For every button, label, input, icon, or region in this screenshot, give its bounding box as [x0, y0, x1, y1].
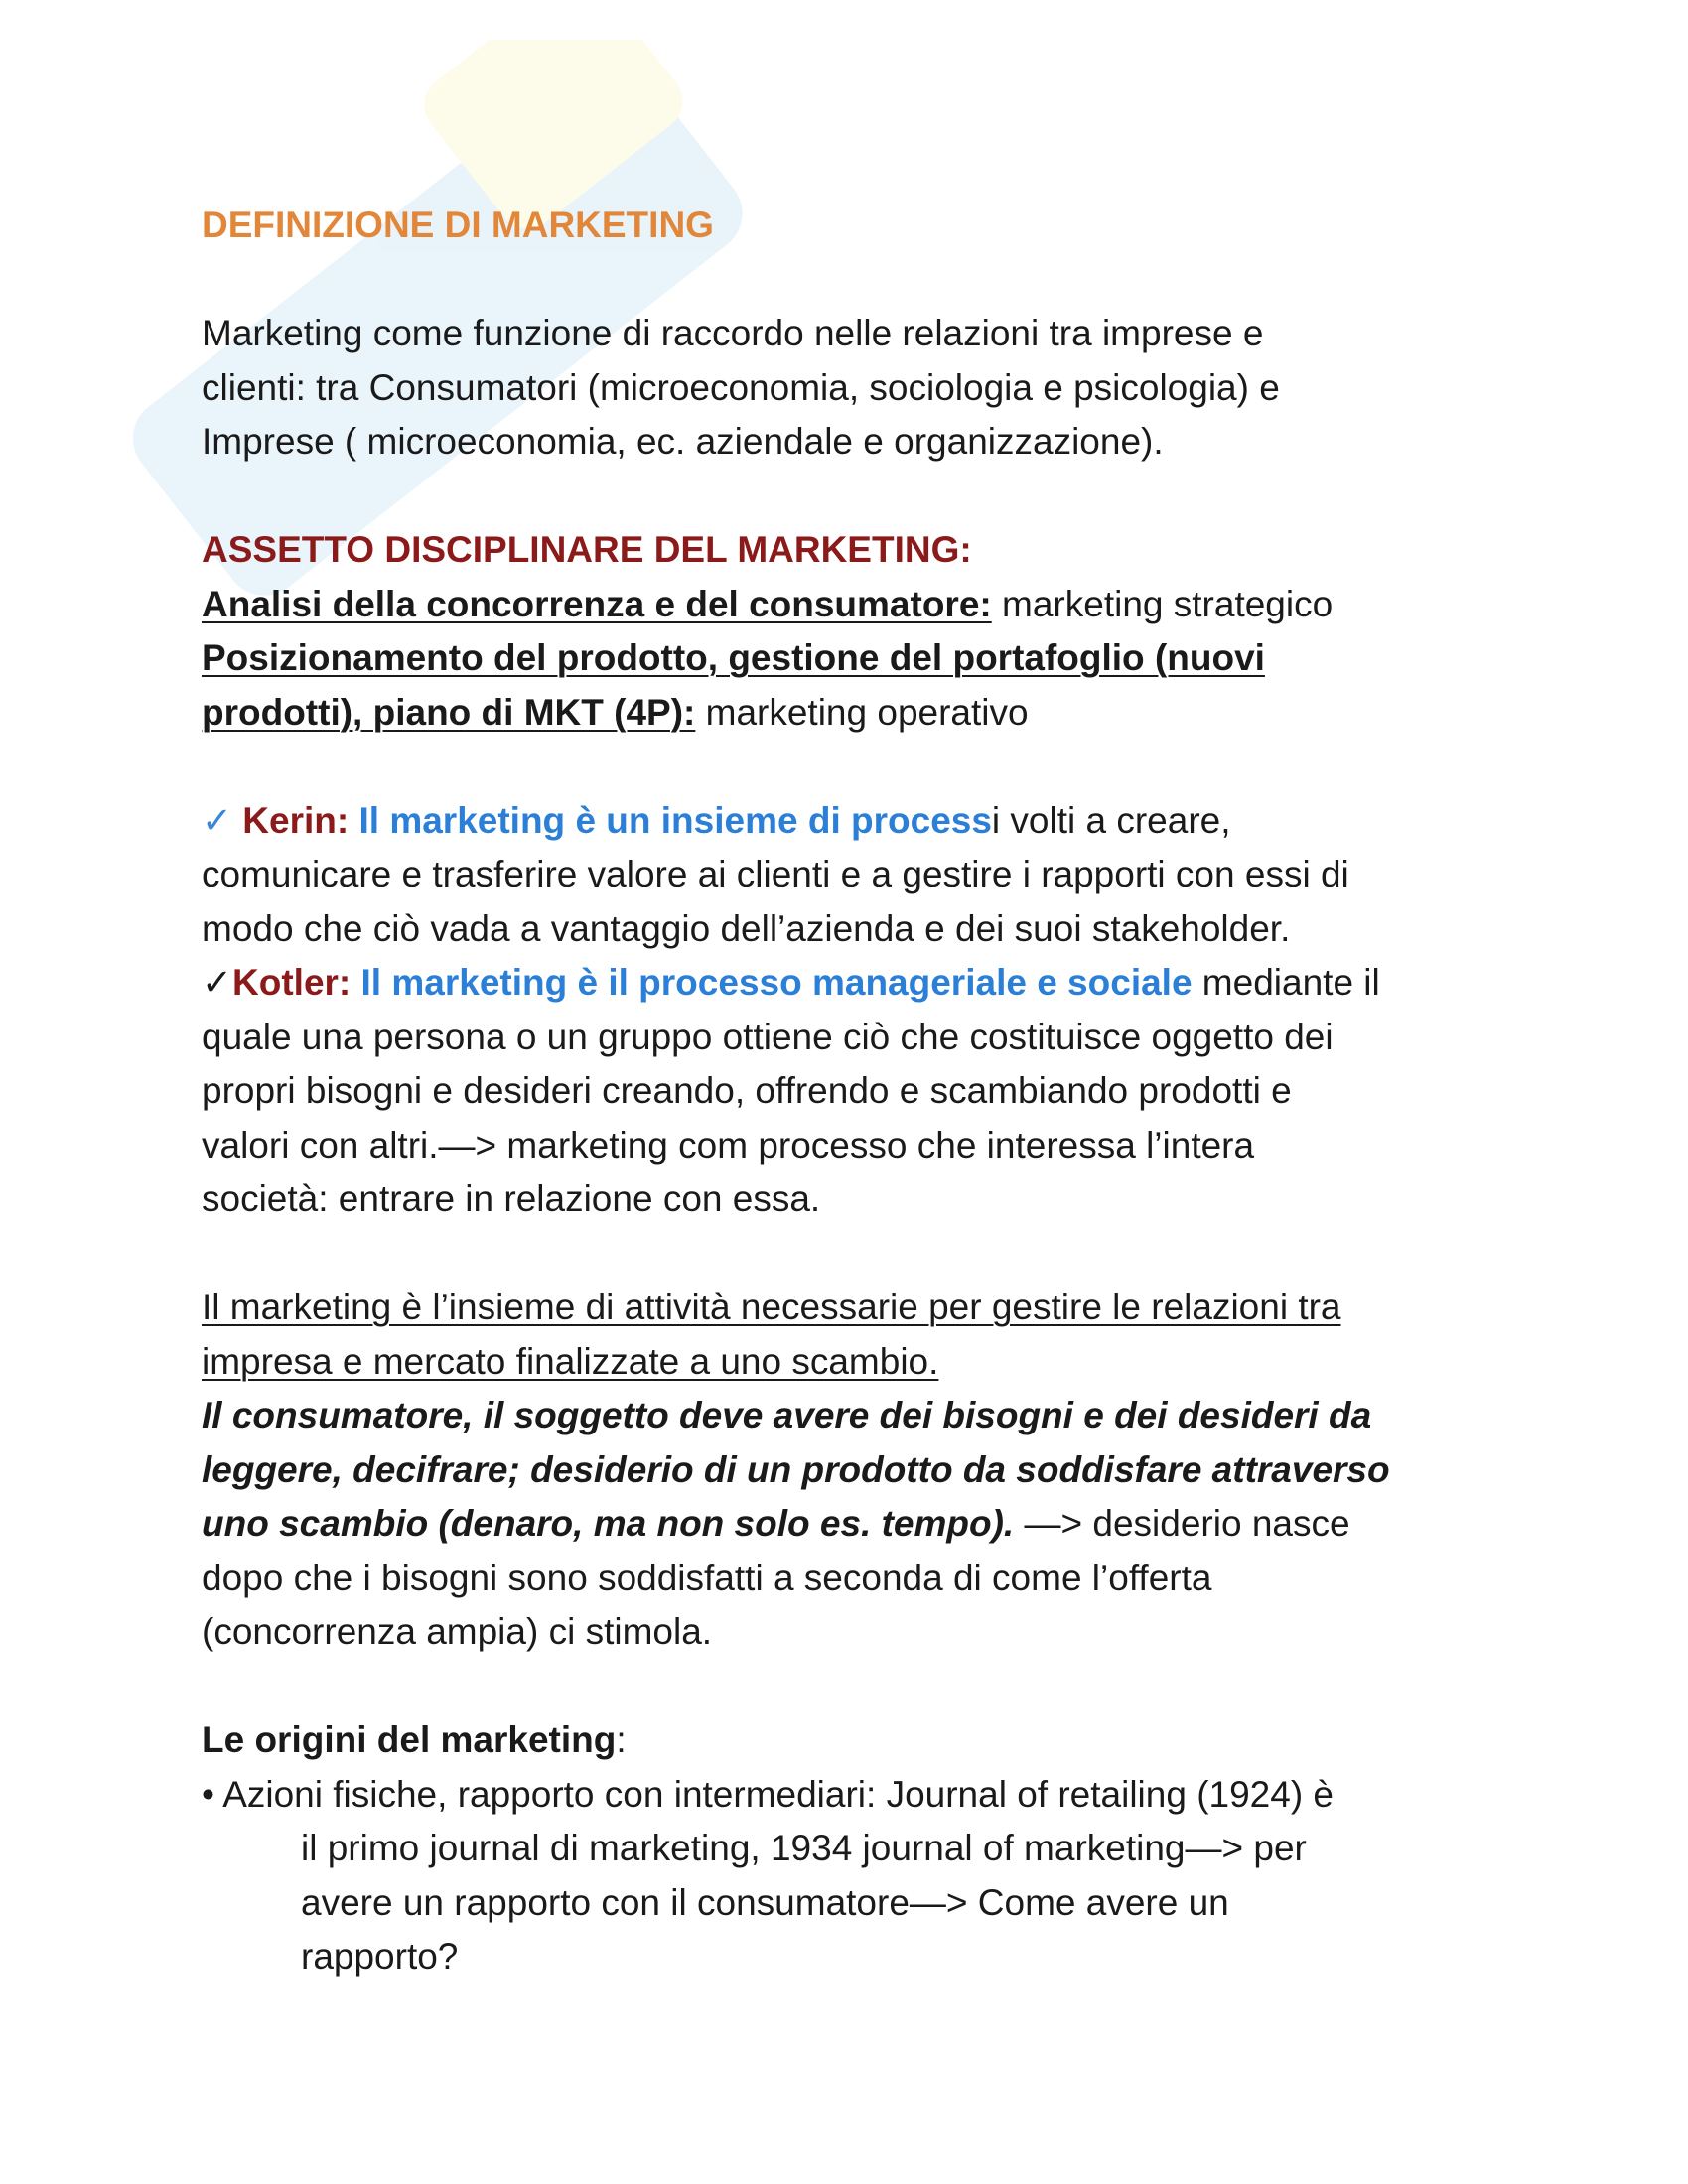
spacer [202, 740, 1502, 794]
definition-line: impresa e mercato finalizzate a uno scambio. [202, 1340, 939, 1382]
kerin-author: Kerin: [242, 799, 350, 841]
bullet-continuation: rapporto? [301, 1936, 459, 1977]
spacer [202, 470, 1502, 524]
assetto-label: Analisi della concorrenza e del consumatore: [202, 583, 992, 624]
consumer-line: Il consumatore, il soggetto deve avere dei bisogni e dei desideri da [202, 1395, 1372, 1435]
spacer [202, 1227, 1502, 1282]
assetto-value: marketing operativo [695, 691, 1029, 733]
intro-line: Imprese ( microeconomia, ec. aziendale e organizzazione). [202, 421, 1164, 462]
kerin-line: modo che ciò vada a vantaggio dell’azienda e dei suoi stakeholder. [202, 907, 1291, 949]
consumer-line [202, 1497, 1502, 1552]
spacer [202, 1660, 1502, 1714]
consumer-bold: uno scambio (denaro, ma non solo es. tempo). [202, 1503, 1015, 1544]
consumer-text: —> desiderio nasce [1014, 1503, 1350, 1544]
kerin-highlight: Il marketing è un insieme di process [358, 799, 992, 841]
assetto-row [202, 578, 1502, 632]
assetto-value: marketing strategico [991, 583, 1334, 624]
assetto-label: prodotti), piano di MKT (4P): [202, 691, 696, 733]
kotler-line: società: entrare in relazione con essa. [202, 1178, 821, 1219]
kotler-highlight: Il marketing è il processo manageriale e sociale [360, 962, 1193, 1003]
kerin-line [202, 794, 1502, 849]
assetto-heading: ASSETTO DISCIPLINARE DEL MARKETING: [202, 529, 972, 570]
assetto-label: Posizionamento del prodotto, gestione del portafoglio (nuovi [202, 637, 1265, 678]
consumer-line: leggere, decifrare; desiderio di un prodotto da soddisfare attraverso [202, 1448, 1390, 1490]
document-page [202, 199, 1502, 1984]
assetto-row [202, 631, 1502, 686]
kotler-line: propri bisogni e desideri creando, offrendo e scambiando prodotti e [202, 1070, 1292, 1111]
kerin-line: comunicare e trasferire valore ai clienti e a gestire i rapporti con essi di [202, 854, 1349, 894]
check-icon: ✓ [202, 799, 233, 841]
bullet-item [202, 1768, 1502, 1823]
kotler-line: quale una persona o un gruppo ottiene ciò che costituisce oggetto dei [202, 1016, 1334, 1057]
spacer [202, 253, 1502, 308]
kotler-line: valori con altri.—> marketing com processo che interessa l’intera [202, 1124, 1255, 1165]
bullet-continuation: il primo journal di marketing, 1934 journal of marketing—> per [301, 1828, 1307, 1868]
consumer-line: (concorrenza ampia) ci stimola. [202, 1611, 713, 1652]
kerin-text: i volti a creare, [991, 799, 1231, 841]
origini-colon: : [616, 1719, 627, 1760]
bullet-continuation: avere un rapporto con il consumatore—> Come avere un [301, 1881, 1229, 1923]
bullet-text: Azioni fisiche, rapporto con intermediari: Journal of retailing (1924) è [213, 1773, 1335, 1815]
origini-heading: Le origini del marketing [202, 1719, 617, 1760]
kotler-text: mediante il [1192, 962, 1380, 1003]
consumer-line: dopo che i bisogni sono soddisfatti a seconda di come l’offerta [202, 1557, 1212, 1598]
assetto-row [202, 686, 1502, 741]
intro-line: Marketing come funzione di raccordo nelle relazioni tra imprese e [202, 313, 1264, 353]
kotler-line [202, 956, 1502, 1011]
origini-heading-line [202, 1713, 1502, 1768]
bullet-icon: • [202, 1773, 214, 1815]
definition-line: Il marketing è l’insieme di attività necessarie per gestire le relazioni tra [202, 1287, 1341, 1327]
kotler-author: Kotler: [232, 962, 352, 1003]
intro-line: clienti: tra Consumatori (microeconomia, sociologia e psicologia) e [202, 366, 1280, 408]
check-icon: ✓ [202, 962, 233, 1003]
page-title: DEFINIZIONE DI MARKETING [202, 205, 714, 245]
